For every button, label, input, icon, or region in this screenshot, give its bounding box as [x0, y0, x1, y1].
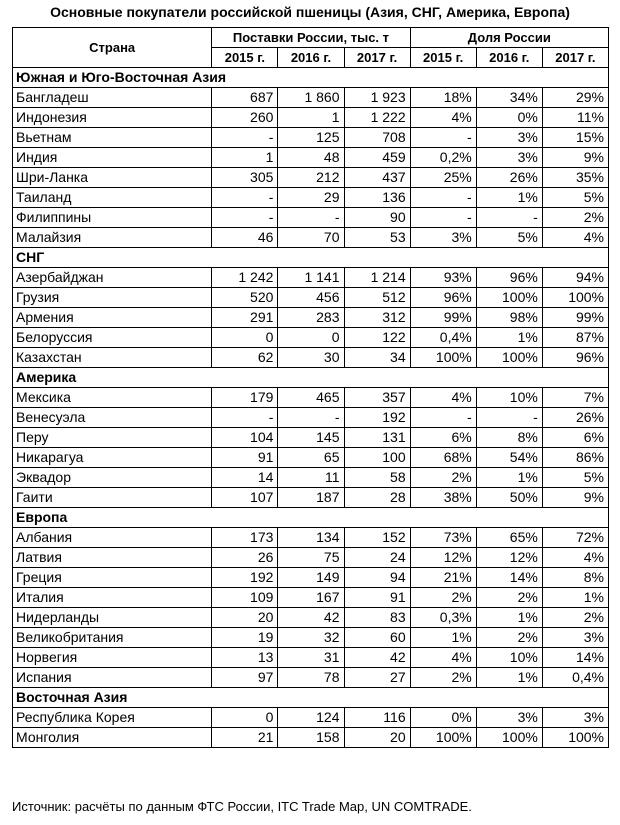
table-row — [13, 568, 609, 588]
share-cell: 87% — [542, 328, 608, 348]
share-cell: 1% — [476, 468, 542, 488]
supply-cell: 0 — [212, 708, 278, 728]
supply-cell: 20 — [344, 728, 410, 748]
country-cell: Никарагуа — [13, 448, 212, 468]
section-title: Южная и Юго-Восточная Азия — [13, 68, 609, 88]
supply-cell: 62 — [212, 348, 278, 368]
share-cell: 18% — [410, 88, 476, 108]
source-note: Источник: расчёты по данным ФТС России, ITC Trade Map, UN COMTRADE. — [12, 799, 472, 814]
header-year: 2015 г. — [212, 48, 278, 68]
supply-cell: 19 — [212, 628, 278, 648]
share-cell: 0,4% — [542, 668, 608, 688]
share-cell: 5% — [476, 228, 542, 248]
share-cell: 10% — [476, 648, 542, 668]
share-cell: 100% — [476, 288, 542, 308]
share-cell: - — [476, 408, 542, 428]
share-cell: 96% — [476, 268, 542, 288]
country-cell: Бангладеш — [13, 88, 212, 108]
share-cell: - — [410, 408, 476, 428]
supply-cell: 53 — [344, 228, 410, 248]
supply-cell: 28 — [344, 488, 410, 508]
share-cell: 100% — [476, 348, 542, 368]
share-cell: - — [410, 208, 476, 228]
supply-cell: 48 — [278, 148, 344, 168]
share-cell: 4% — [542, 548, 608, 568]
share-cell: 100% — [542, 728, 608, 748]
share-cell: 2% — [410, 668, 476, 688]
table-row — [13, 548, 609, 568]
share-cell: 8% — [542, 568, 608, 588]
section-header-row — [13, 508, 609, 528]
share-cell: 26% — [476, 168, 542, 188]
table-row — [13, 608, 609, 628]
share-cell: 0,3% — [410, 608, 476, 628]
share-cell: 94% — [542, 268, 608, 288]
supply-cell: 42 — [344, 648, 410, 668]
share-cell: 15% — [542, 128, 608, 148]
country-cell: Грузия — [13, 288, 212, 308]
table-row — [13, 708, 609, 728]
share-cell: 100% — [542, 288, 608, 308]
share-cell: 1% — [476, 608, 542, 628]
supply-cell: 459 — [344, 148, 410, 168]
supply-cell: 32 — [278, 628, 344, 648]
supply-cell: 1 — [278, 108, 344, 128]
share-cell: 0,2% — [410, 148, 476, 168]
share-cell: 1% — [542, 588, 608, 608]
table-row — [13, 148, 609, 168]
section-title: Европа — [13, 508, 609, 528]
wheat-buyers-table — [12, 27, 609, 748]
supply-cell: 20 — [212, 608, 278, 628]
supply-cell: 0 — [278, 328, 344, 348]
share-cell: 26% — [542, 408, 608, 428]
share-cell: 0% — [410, 708, 476, 728]
share-cell: 9% — [542, 148, 608, 168]
supply-cell: - — [278, 408, 344, 428]
section-header-row — [13, 248, 609, 268]
country-cell: Республика Корея — [13, 708, 212, 728]
country-cell: Италия — [13, 588, 212, 608]
share-cell: 99% — [542, 308, 608, 328]
share-cell: 100% — [410, 728, 476, 748]
share-cell: 1% — [476, 328, 542, 348]
supply-cell: 145 — [278, 428, 344, 448]
share-cell: 6% — [542, 428, 608, 448]
header-year: 2017 г. — [542, 48, 608, 68]
supply-cell: 520 — [212, 288, 278, 308]
supply-cell: 167 — [278, 588, 344, 608]
table-row — [13, 188, 609, 208]
supply-cell: 26 — [212, 548, 278, 568]
share-cell: 29% — [542, 88, 608, 108]
table-row — [13, 308, 609, 328]
supply-cell: 70 — [278, 228, 344, 248]
country-cell: Испания — [13, 668, 212, 688]
country-cell: Мексика — [13, 388, 212, 408]
share-cell: 2% — [410, 468, 476, 488]
share-cell: 1% — [476, 188, 542, 208]
share-cell: 14% — [476, 568, 542, 588]
share-cell: 2% — [410, 588, 476, 608]
supply-cell: 291 — [212, 308, 278, 328]
share-cell: 4% — [542, 228, 608, 248]
share-cell: 3% — [542, 708, 608, 728]
supply-cell: 1 214 — [344, 268, 410, 288]
share-cell: 73% — [410, 528, 476, 548]
supply-cell: 124 — [278, 708, 344, 728]
share-cell: 72% — [542, 528, 608, 548]
table-row — [13, 448, 609, 468]
header-year: 2015 г. — [410, 48, 476, 68]
country-cell: Норвегия — [13, 648, 212, 668]
supply-cell: 1 242 — [212, 268, 278, 288]
header-supplies: Поставки России, тыс. т — [212, 28, 410, 48]
table-row — [13, 228, 609, 248]
country-cell: Филиппины — [13, 208, 212, 228]
table-row — [13, 348, 609, 368]
supply-cell: 708 — [344, 128, 410, 148]
country-cell: Индонезия — [13, 108, 212, 128]
share-cell: 2% — [542, 208, 608, 228]
supply-cell: 21 — [212, 728, 278, 748]
supply-cell: 60 — [344, 628, 410, 648]
supply-cell: 456 — [278, 288, 344, 308]
supply-cell: 65 — [278, 448, 344, 468]
supply-cell: - — [212, 408, 278, 428]
share-cell: 93% — [410, 268, 476, 288]
share-cell: - — [410, 128, 476, 148]
share-cell: 4% — [410, 108, 476, 128]
table-row — [13, 268, 609, 288]
supply-cell: 512 — [344, 288, 410, 308]
country-cell: Нидерланды — [13, 608, 212, 628]
supply-cell: - — [212, 188, 278, 208]
supply-cell: 260 — [212, 108, 278, 128]
supply-cell: 158 — [278, 728, 344, 748]
supply-cell: 149 — [278, 568, 344, 588]
share-cell: 50% — [476, 488, 542, 508]
header-year: 2017 г. — [344, 48, 410, 68]
share-cell: 12% — [410, 548, 476, 568]
share-cell: 21% — [410, 568, 476, 588]
table-row — [13, 488, 609, 508]
supply-cell: 91 — [344, 588, 410, 608]
supply-cell: 109 — [212, 588, 278, 608]
share-cell: 54% — [476, 448, 542, 468]
header-year: 2016 г. — [476, 48, 542, 68]
country-cell: Греция — [13, 568, 212, 588]
table-row — [13, 628, 609, 648]
share-cell: 25% — [410, 168, 476, 188]
supply-cell: - — [212, 128, 278, 148]
share-cell: 35% — [542, 168, 608, 188]
country-cell: Венесуэла — [13, 408, 212, 428]
supply-cell: 465 — [278, 388, 344, 408]
supply-cell: 131 — [344, 428, 410, 448]
country-cell: Гаити — [13, 488, 212, 508]
country-cell: Малайзия — [13, 228, 212, 248]
country-cell: Албания — [13, 528, 212, 548]
supply-cell: 283 — [278, 308, 344, 328]
country-cell: Вьетнам — [13, 128, 212, 148]
table-row — [13, 208, 609, 228]
supply-cell: 305 — [212, 168, 278, 188]
table-row — [13, 128, 609, 148]
table-body — [13, 68, 609, 748]
share-cell: 86% — [542, 448, 608, 468]
country-cell: Казахстан — [13, 348, 212, 368]
table-row — [13, 288, 609, 308]
table-row — [13, 728, 609, 748]
supply-cell: 1 — [212, 148, 278, 168]
share-cell: 96% — [542, 348, 608, 368]
share-cell: 34% — [476, 88, 542, 108]
share-cell: - — [476, 208, 542, 228]
supply-cell: 173 — [212, 528, 278, 548]
supply-cell: 152 — [344, 528, 410, 548]
country-cell: Эквадор — [13, 468, 212, 488]
supply-cell: 192 — [344, 408, 410, 428]
supply-cell: 31 — [278, 648, 344, 668]
table-row — [13, 668, 609, 688]
supply-cell: 91 — [212, 448, 278, 468]
supply-cell: 1 860 — [278, 88, 344, 108]
supply-cell: 116 — [344, 708, 410, 728]
header-country: Страна — [13, 28, 212, 68]
supply-cell: 11 — [278, 468, 344, 488]
supply-cell: 75 — [278, 548, 344, 568]
header-share: Доля России — [410, 28, 608, 48]
share-cell: 6% — [410, 428, 476, 448]
share-cell: 8% — [476, 428, 542, 448]
supply-cell: 90 — [344, 208, 410, 228]
table-row — [13, 428, 609, 448]
section-title: Восточная Азия — [13, 688, 609, 708]
supply-cell: 13 — [212, 648, 278, 668]
share-cell: 9% — [542, 488, 608, 508]
share-cell: 3% — [410, 228, 476, 248]
share-cell: 7% — [542, 388, 608, 408]
supply-cell: 94 — [344, 568, 410, 588]
supply-cell: 179 — [212, 388, 278, 408]
table-row — [13, 168, 609, 188]
share-cell: 2% — [476, 628, 542, 648]
supply-cell: 83 — [344, 608, 410, 628]
country-cell: Великобритания — [13, 628, 212, 648]
section-title: СНГ — [13, 248, 609, 268]
table-row — [13, 328, 609, 348]
country-cell: Перу — [13, 428, 212, 448]
share-cell: 1% — [410, 628, 476, 648]
share-cell: 3% — [542, 628, 608, 648]
supply-cell: 34 — [344, 348, 410, 368]
supply-cell: 1 923 — [344, 88, 410, 108]
country-cell: Таиланд — [13, 188, 212, 208]
section-header-row — [13, 368, 609, 388]
supply-cell: 46 — [212, 228, 278, 248]
table-row — [13, 108, 609, 128]
table-row — [13, 468, 609, 488]
country-cell: Белоруссия — [13, 328, 212, 348]
supply-cell: 437 — [344, 168, 410, 188]
share-cell: 4% — [410, 648, 476, 668]
table-row — [13, 408, 609, 428]
supply-cell: 97 — [212, 668, 278, 688]
supply-cell: 1 141 — [278, 268, 344, 288]
supply-cell: 27 — [344, 668, 410, 688]
table-row — [13, 528, 609, 548]
country-cell: Армения — [13, 308, 212, 328]
share-cell: 38% — [410, 488, 476, 508]
supply-cell: 134 — [278, 528, 344, 548]
share-cell: 0% — [476, 108, 542, 128]
table-row — [13, 388, 609, 408]
country-cell: Индия — [13, 148, 212, 168]
share-cell: 2% — [542, 608, 608, 628]
supply-cell: 107 — [212, 488, 278, 508]
share-cell: 98% — [476, 308, 542, 328]
supply-cell: 1 222 — [344, 108, 410, 128]
country-cell: Монголия — [13, 728, 212, 748]
share-cell: 3% — [476, 708, 542, 728]
supply-cell: 42 — [278, 608, 344, 628]
share-cell: 5% — [542, 468, 608, 488]
share-cell: 100% — [476, 728, 542, 748]
supply-cell: - — [212, 208, 278, 228]
supply-cell: 125 — [278, 128, 344, 148]
supply-cell: 192 — [212, 568, 278, 588]
share-cell: 0,4% — [410, 328, 476, 348]
share-cell: 99% — [410, 308, 476, 328]
supply-cell: 100 — [344, 448, 410, 468]
share-cell: 12% — [476, 548, 542, 568]
country-cell: Шри-Ланка — [13, 168, 212, 188]
supply-cell: 58 — [344, 468, 410, 488]
supply-cell: 0 — [212, 328, 278, 348]
share-cell: 10% — [476, 388, 542, 408]
share-cell: 14% — [542, 648, 608, 668]
supply-cell: 24 — [344, 548, 410, 568]
section-header-row — [13, 68, 609, 88]
section-title: Америка — [13, 368, 609, 388]
share-cell: 65% — [476, 528, 542, 548]
share-cell: 3% — [476, 128, 542, 148]
share-cell: 4% — [410, 388, 476, 408]
supply-cell: 14 — [212, 468, 278, 488]
supply-cell: 212 — [278, 168, 344, 188]
supply-cell: 104 — [212, 428, 278, 448]
supply-cell: 29 — [278, 188, 344, 208]
page-title: Основные покупатели российской пшеницы (Азия, СНГ, Америка, Европа) — [50, 4, 570, 20]
supply-cell: 357 — [344, 388, 410, 408]
supply-cell: 687 — [212, 88, 278, 108]
supply-cell: 312 — [344, 308, 410, 328]
share-cell: 3% — [476, 148, 542, 168]
share-cell: 68% — [410, 448, 476, 468]
share-cell: 96% — [410, 288, 476, 308]
supply-cell: 187 — [278, 488, 344, 508]
share-cell: 11% — [542, 108, 608, 128]
country-cell: Азербайджан — [13, 268, 212, 288]
table-row — [13, 648, 609, 668]
supply-cell: 136 — [344, 188, 410, 208]
supply-cell: - — [278, 208, 344, 228]
supply-cell: 30 — [278, 348, 344, 368]
table-row — [13, 588, 609, 608]
country-cell: Латвия — [13, 548, 212, 568]
supply-cell: 122 — [344, 328, 410, 348]
header-year: 2016 г. — [278, 48, 344, 68]
section-header-row — [13, 688, 609, 708]
table-row — [13, 88, 609, 108]
share-cell: - — [410, 188, 476, 208]
supply-cell: 78 — [278, 668, 344, 688]
share-cell: 1% — [476, 668, 542, 688]
share-cell: 5% — [542, 188, 608, 208]
share-cell: 2% — [476, 588, 542, 608]
share-cell: 100% — [410, 348, 476, 368]
